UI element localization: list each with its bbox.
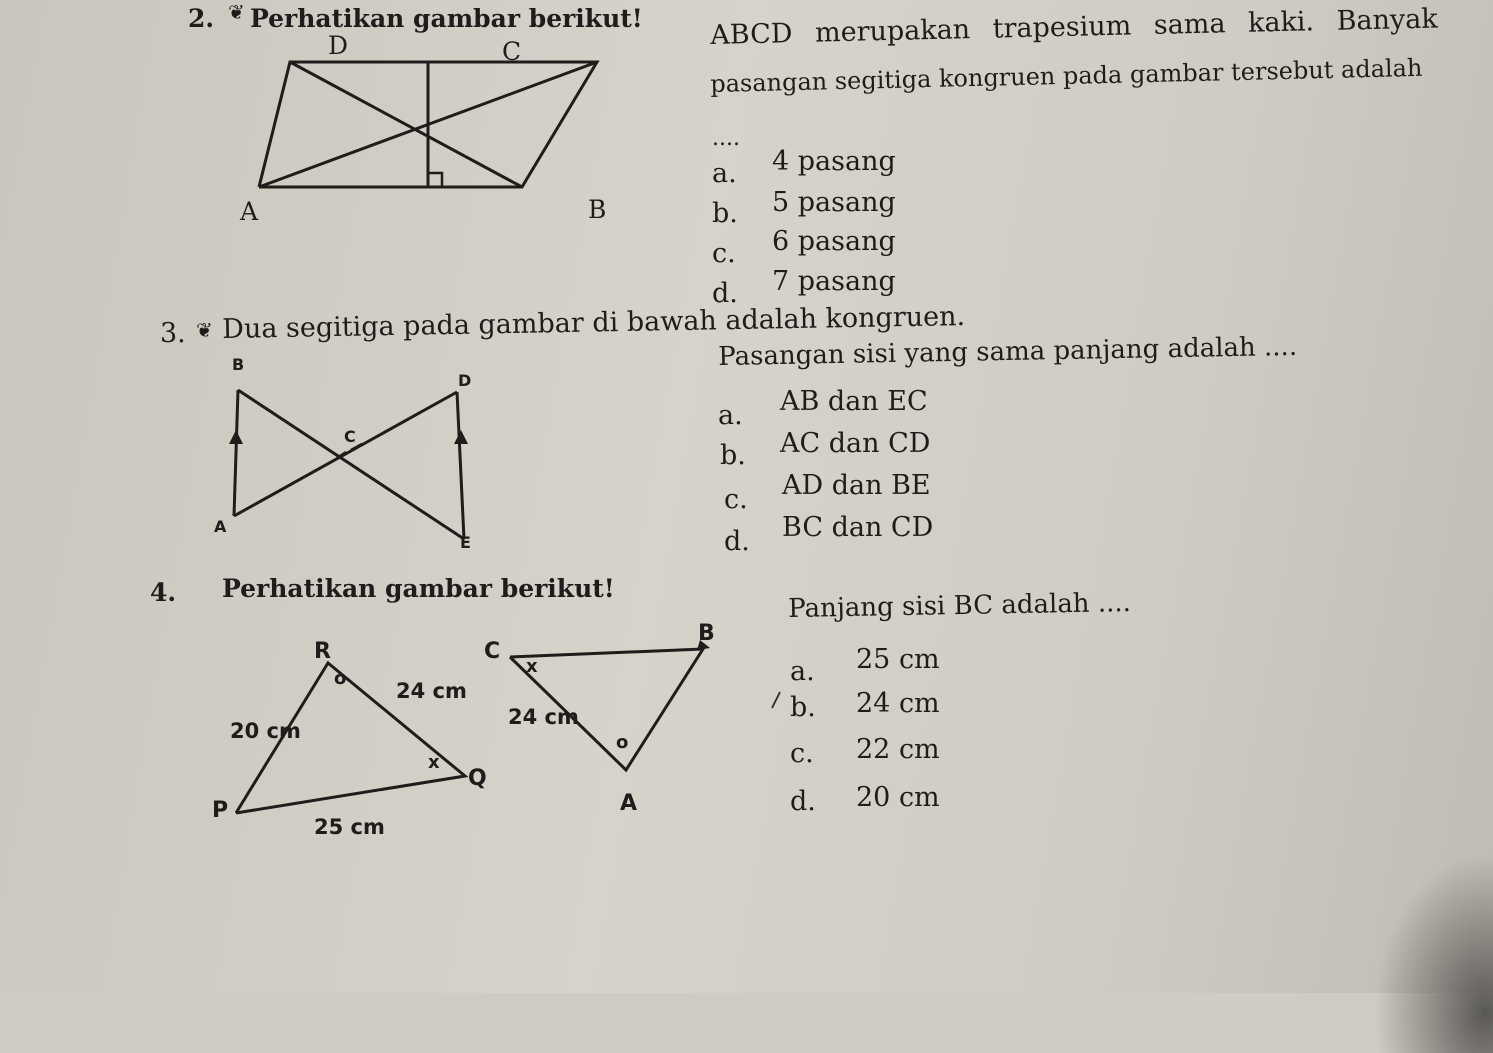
label-A: A — [214, 517, 227, 536]
q4-option-b-letter: b. — [790, 692, 816, 723]
q3-option-d-text[interactable]: BC dan CD — [782, 512, 934, 543]
q2-option-d-letter: d. — [712, 278, 738, 309]
q4-option-d-letter: d. — [790, 786, 816, 817]
label-D: D — [458, 371, 472, 390]
label-A: A — [620, 791, 638, 816]
q3-option-c-text[interactable]: AD dan BE — [782, 470, 931, 501]
q3-option-d-letter: d. — [724, 526, 750, 557]
label-C: C — [484, 639, 501, 664]
q2-heading: Perhatikan gambar berikut! — [250, 4, 643, 33]
angle-mark-o-R: o — [334, 668, 347, 689]
label-D: D — [328, 31, 349, 60]
q2-ellipsis: .... — [712, 126, 740, 151]
q2-number: 2. — [188, 4, 215, 33]
label-B: B — [588, 195, 607, 224]
label-B: B — [698, 621, 715, 646]
answer-check-mark — [770, 690, 782, 710]
q2-option-b-letter: b. — [712, 198, 738, 229]
q4-heading: Perhatikan gambar berikut! — [222, 574, 615, 603]
right-triangles-figure — [200, 620, 720, 840]
q4-option-a-text[interactable]: 25 cm — [856, 644, 940, 675]
length-CA: 24 cm — [508, 705, 579, 729]
label-Q: Q — [468, 766, 487, 791]
q4-question: Panjang sisi BC adalah .... — [788, 588, 1132, 624]
q3-option-c-letter: c. — [724, 484, 748, 515]
label-B: B — [232, 355, 245, 374]
q2-text-line1: ABCD merupakan trapesium sama kaki. Banyak — [710, 3, 1439, 51]
q2-text-line2: pasangan segitiga kongruen pada gambar tersebut adalah — [710, 53, 1423, 98]
q2-option-b-text[interactable]: 5 pasang — [772, 187, 896, 218]
q4-number: 4. — [150, 578, 177, 607]
label-C: C — [502, 37, 522, 66]
q2-option-c-letter: c. — [712, 238, 736, 269]
q4-option-c-letter: c. — [790, 738, 814, 769]
q4-option-d-text[interactable]: 20 cm — [856, 782, 940, 813]
bowtie-triangles-figure — [210, 350, 500, 560]
q3-heading: Dua segitiga pada gambar di bawah adalah kongruen. — [222, 301, 966, 345]
angle-mark-x-Q: x — [428, 752, 440, 773]
length-RQ: 24 cm — [396, 679, 467, 703]
angle-mark-o-A: o — [616, 732, 629, 753]
q2-option-a-text[interactable]: 4 pasang — [772, 146, 896, 177]
q3-option-b-text[interactable]: AC dan CD — [780, 428, 931, 459]
q4-option-a-letter: a. — [790, 656, 815, 687]
q3-question: Pasangan sisi yang sama panjang adalah .... — [718, 331, 1298, 372]
q2-option-a-letter: a. — [712, 158, 737, 189]
q4-option-b-text[interactable]: 24 cm — [856, 688, 940, 719]
q2-option-c-text[interactable]: 6 pasang — [772, 226, 896, 257]
pen-tick-mark: ❦ — [228, 0, 245, 24]
q3-option-b-letter: b. — [720, 440, 746, 471]
label-C: C — [344, 427, 356, 446]
length-PQ: 25 cm — [314, 815, 385, 839]
q3-option-a-text[interactable]: AB dan EC — [780, 386, 928, 417]
angle-mark-x-C: x — [526, 656, 538, 677]
length-PR: 20 cm — [230, 719, 301, 743]
q3-option-a-letter: a. — [718, 400, 743, 431]
trapezoid-figure — [230, 31, 630, 236]
label-E: E — [460, 533, 471, 552]
label-P: P — [212, 798, 229, 823]
pen-tick-mark-q3: ❦ — [196, 318, 213, 342]
q2-option-d-text[interactable]: 7 pasang — [772, 266, 896, 297]
q3-number: 3. — [160, 318, 186, 349]
label-A: A — [240, 197, 259, 226]
page-shadow — [1373, 853, 1493, 1053]
label-R: R — [314, 639, 331, 664]
q4-option-c-text[interactable]: 22 cm — [856, 734, 940, 765]
